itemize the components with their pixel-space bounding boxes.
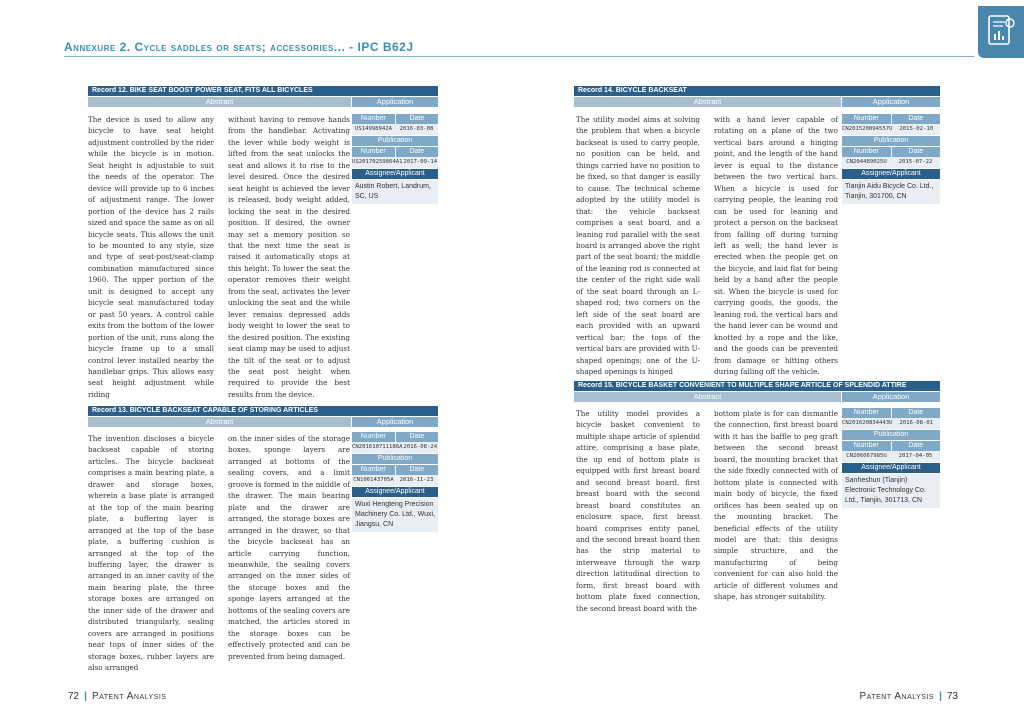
publication-number: US20170259864A1 bbox=[352, 159, 403, 165]
application-header: Application bbox=[842, 392, 940, 402]
assignee-value: Sanheshun (Tianjin) Electronic Technology Co. Ltd., Tianjin, 301713, CN bbox=[842, 474, 940, 508]
number-label: Number bbox=[842, 408, 891, 418]
assignee-header: Assignee/Applicant bbox=[842, 463, 940, 473]
record-title: Record 12. BIKE SEAT BOOST POWER SEAT, FITS ALL BICYCLES bbox=[88, 86, 438, 96]
page-number-left: 72 bbox=[68, 691, 80, 702]
application-date: 2016-08-24 bbox=[403, 444, 438, 450]
number-label: Number bbox=[352, 432, 395, 442]
assignee-header: Assignee/Applicant bbox=[352, 169, 438, 179]
application-panel bbox=[842, 408, 940, 508]
date-label: Date bbox=[396, 465, 439, 475]
date-label: Date bbox=[396, 147, 439, 157]
date-label: Date bbox=[892, 408, 941, 418]
assignee-value: Austin Robert, Landrum, SC, US bbox=[352, 180, 438, 204]
record-title: Record 13. BICYCLE BACKSEAT CAPABLE OF STORING ARTICLES bbox=[88, 406, 438, 416]
abstract-column-1: The invention discloses a bicycle backseat capable of storing articles. The bicycle backseat comprises a main bearing plate, a drawer and storage boxes, wherein a base plate is arranged at the top of the main bearing plate, a buffering layer is arranged at the top of the base plate, a buffering cushion is arranged at the top of the buffering layer, the drawer is arranged in an inner cavity of the main bearing plate, the three storage boxes are arranged on the inner side of the drawer and distributed triangularly, sealing covers are arranged in positions near tops of inner sides of the storage boxes, rubber layers are also arranged bbox=[88, 434, 214, 673]
publication-date: 2017-09-14 bbox=[403, 159, 438, 165]
publication-date: 2015-07-22 bbox=[898, 159, 933, 165]
page-number-right: 73 bbox=[946, 691, 958, 702]
application-panel bbox=[352, 432, 438, 532]
abstract-column-2: without having to remove hands from the handlebar. Activating the lever while body weight is lifted from the seat unlocks the seat and allows it to rise to the level desired. Once the desired seat height is achieved the lever is released, body weight added, locking the seat in the desired position. If desired, the owner may set a memory position so that the next time the seat is raised it automatically stops at this height. To lower the seat the operator removes their weight from the seat, activates the lever unlocking the seat and the while lever remains depressed adds body weight to lower the seat to the desired position. The existing seat clamp may be used to adjust the tilt of the seat or to adjust the seat post height when required to provide the best results from the device. bbox=[228, 115, 350, 399]
publication-date: 2017-04-05 bbox=[898, 453, 933, 459]
date-label: Date bbox=[892, 441, 941, 451]
application-date: 2016-08-01 bbox=[899, 420, 934, 426]
publication-number: CN106143705A bbox=[353, 477, 394, 483]
record-15 bbox=[574, 381, 940, 402]
abstract-header: Abstract bbox=[88, 97, 351, 107]
footer-left bbox=[68, 691, 166, 702]
record-13 bbox=[88, 406, 438, 427]
abstract-column-2: with a hand lever capable of rotating on a plane of the two vertical bars around a hinging point, and the length of the hand lever is equal to the distance between the two vertical bars. When a bicycle is used for carrying people, the leaning rod can be used for leaning and protect a person on the backseat from falling off during turning left as well; the hand lever is erected when the people get on the bicycle, and laid flat for being held by a hand after the people sit. When the bicycle is used for carrying goods, the goods, the leaning rod, the vertical bars and the hand lever can be wound and knotted by a rope and the like, and the goods can be prevented from damage or hitting others during falling off the vehicle. bbox=[714, 115, 838, 376]
application-header: Application bbox=[352, 97, 438, 107]
publication-date: 2016-11-23 bbox=[399, 477, 434, 483]
publication-header: Publication bbox=[842, 430, 940, 440]
record-14 bbox=[574, 86, 940, 107]
abstract-column-1: The utility model aims at solving the problem that when a bicycle backseat is used to carry people, no position can be held, and things carried have no position to be fixed, so that danger is easilly to cause. The technical scheme adopted by the utility model is that: the vehicle backseat comprises a seat board, and a leaning rod parallel with the seat board is arranged above the right part of the seat board; the middle of the leaning rod is connected at the center of the right side wall of the seat board through an L-shaped rod; two corners on the left side of the seat board are each provided with an upward vertical bar; the tops of the vertical bars are provided with U-shaped openings; one of the U-shaped openings is hinged bbox=[576, 115, 700, 376]
assignee-value: Wuxi Hengteng Precision Machinery Co. Ltd., Wuxi, Jiangsu, CN bbox=[352, 498, 438, 532]
abstract-column-1: The utility model provides a bicycle basket convenient to multiple shape article of splendid attire, comprising a base plate, the up end of bottom plate is equipped with first breast board and second breast board, first breast board with the second breast board constitutes an enclosure space, first breast board comprises entity panel, and the second breast board then has the strip material to interweave through the warp direction latitudinal direction to form, first breast board with bottom plate fixed connection, the second breast board with the bbox=[576, 409, 700, 613]
footer-divider: | bbox=[939, 691, 942, 702]
number-label: Number bbox=[352, 147, 395, 157]
title-divider bbox=[64, 56, 974, 57]
number-label: Number bbox=[842, 114, 891, 124]
abstract-header: Abstract bbox=[574, 392, 841, 402]
footer-divider: | bbox=[84, 691, 87, 702]
application-panel bbox=[842, 114, 940, 204]
publication-number: CN206067985U bbox=[846, 453, 887, 459]
document-chart-icon bbox=[986, 14, 1016, 48]
assignee-header: Assignee/Applicant bbox=[352, 487, 438, 497]
application-number: CN201520094557U bbox=[842, 126, 893, 132]
application-panel bbox=[352, 114, 438, 204]
publication-number: CN204489025U bbox=[846, 159, 887, 165]
page-title: Annexure 2. Cycle saddles or seats; accessories... - IPC B62J bbox=[64, 40, 414, 54]
date-label: Date bbox=[892, 147, 941, 157]
application-date: 2015-02-10 bbox=[899, 126, 934, 132]
abstract-header: Abstract bbox=[88, 417, 351, 427]
footer-right bbox=[860, 691, 958, 702]
application-number: CN201620834443U bbox=[842, 420, 893, 426]
number-label: Number bbox=[842, 441, 891, 451]
date-label: Date bbox=[396, 432, 439, 442]
abstract-column-2: bottom plate is for can dismantle the connection, first breast board with it has the baffle to peg graft between the second breast board, the mounting bracket that the side fixedly connected with of bottom plate is connected with main body of bicycle, the fixed orifices has been seated up on the mounting bracket. The beneficial effects of the utility model are that: this designs simple structure, and the manufacturing of being convenient for can also hold the article of different volumes and shape, has stronger suitability. bbox=[714, 409, 838, 602]
application-header: Application bbox=[842, 97, 940, 107]
number-label: Number bbox=[352, 114, 395, 124]
record-title: Record 15. BICYCLE BASKET CONVENIENT TO MULTIPLE SHAPE ARTICLE OF SPLENDID ATTIRE bbox=[574, 381, 940, 391]
number-label: Number bbox=[352, 465, 395, 475]
application-number: US14998942A bbox=[354, 126, 393, 132]
assignee-value: Tianjin Aidu Bicycle Co. Ltd., Tianjin, 301700, CN bbox=[842, 180, 940, 204]
abstract-column-1: The device is used to allow any bicycle to have seat height adjustment controlled by the rider while the bicycle is in motion. Seat height is adjustable to suit the needs of the operator. The device will provide up to 6 inches of adjustment range. The lower portion of the device has 2 rails sized and space the same as on all bicycle seats. This allows the unit to be mounted to any style, size and type of seat-post/seat-clamp combination manufactured since 1960. The upper portion of the unit is designed to accept any bicycle seat manufactured today or past 50 years. A control cable exits from the bottom of the lower portion of the unit, runs along the bicycle frame up to a small control lever installed nearby the handlebar grips. This allows easy seat height adjustment while riding bbox=[88, 115, 214, 399]
publication-header: Publication bbox=[352, 136, 438, 146]
record-title: Record 14. BICYCLE BACKSEAT bbox=[574, 86, 940, 96]
date-label: Date bbox=[396, 114, 439, 124]
application-number: CN201610711186A bbox=[352, 444, 403, 450]
number-label: Number bbox=[842, 147, 891, 157]
publication-header: Publication bbox=[352, 454, 438, 464]
abstract-column-2: on the inner sides of the storage boxes, sponge layers are arranged at bottoms of the sealing covers, and a limit groove is formed in the middle of the drawer. The main bearing plate and the drawer are arranged, the storage boxes are arranged in the drawer, so that the bicycle backseat has an article carrying function, meanwhile, the sealing covers arranged on the inner sides of the storage boxes and the sponge layers arranged at the bottoms of the sealing covers are matched, the articles stored in the storage boxes can be effectively protected and can be prevented from being damaged. bbox=[228, 434, 350, 661]
abstract-header: Abstract bbox=[574, 97, 841, 107]
assignee-header: Assignee/Applicant bbox=[842, 169, 940, 179]
application-date: 2016-03-08 bbox=[399, 126, 434, 132]
footer-label-right: Patent Analysis bbox=[859, 691, 935, 702]
report-icon-tab bbox=[978, 6, 1024, 58]
date-label: Date bbox=[892, 114, 941, 124]
publication-header: Publication bbox=[842, 136, 940, 146]
application-header: Application bbox=[352, 417, 438, 427]
footer-label-left: Patent Analysis bbox=[91, 691, 167, 702]
record-12 bbox=[88, 86, 438, 107]
